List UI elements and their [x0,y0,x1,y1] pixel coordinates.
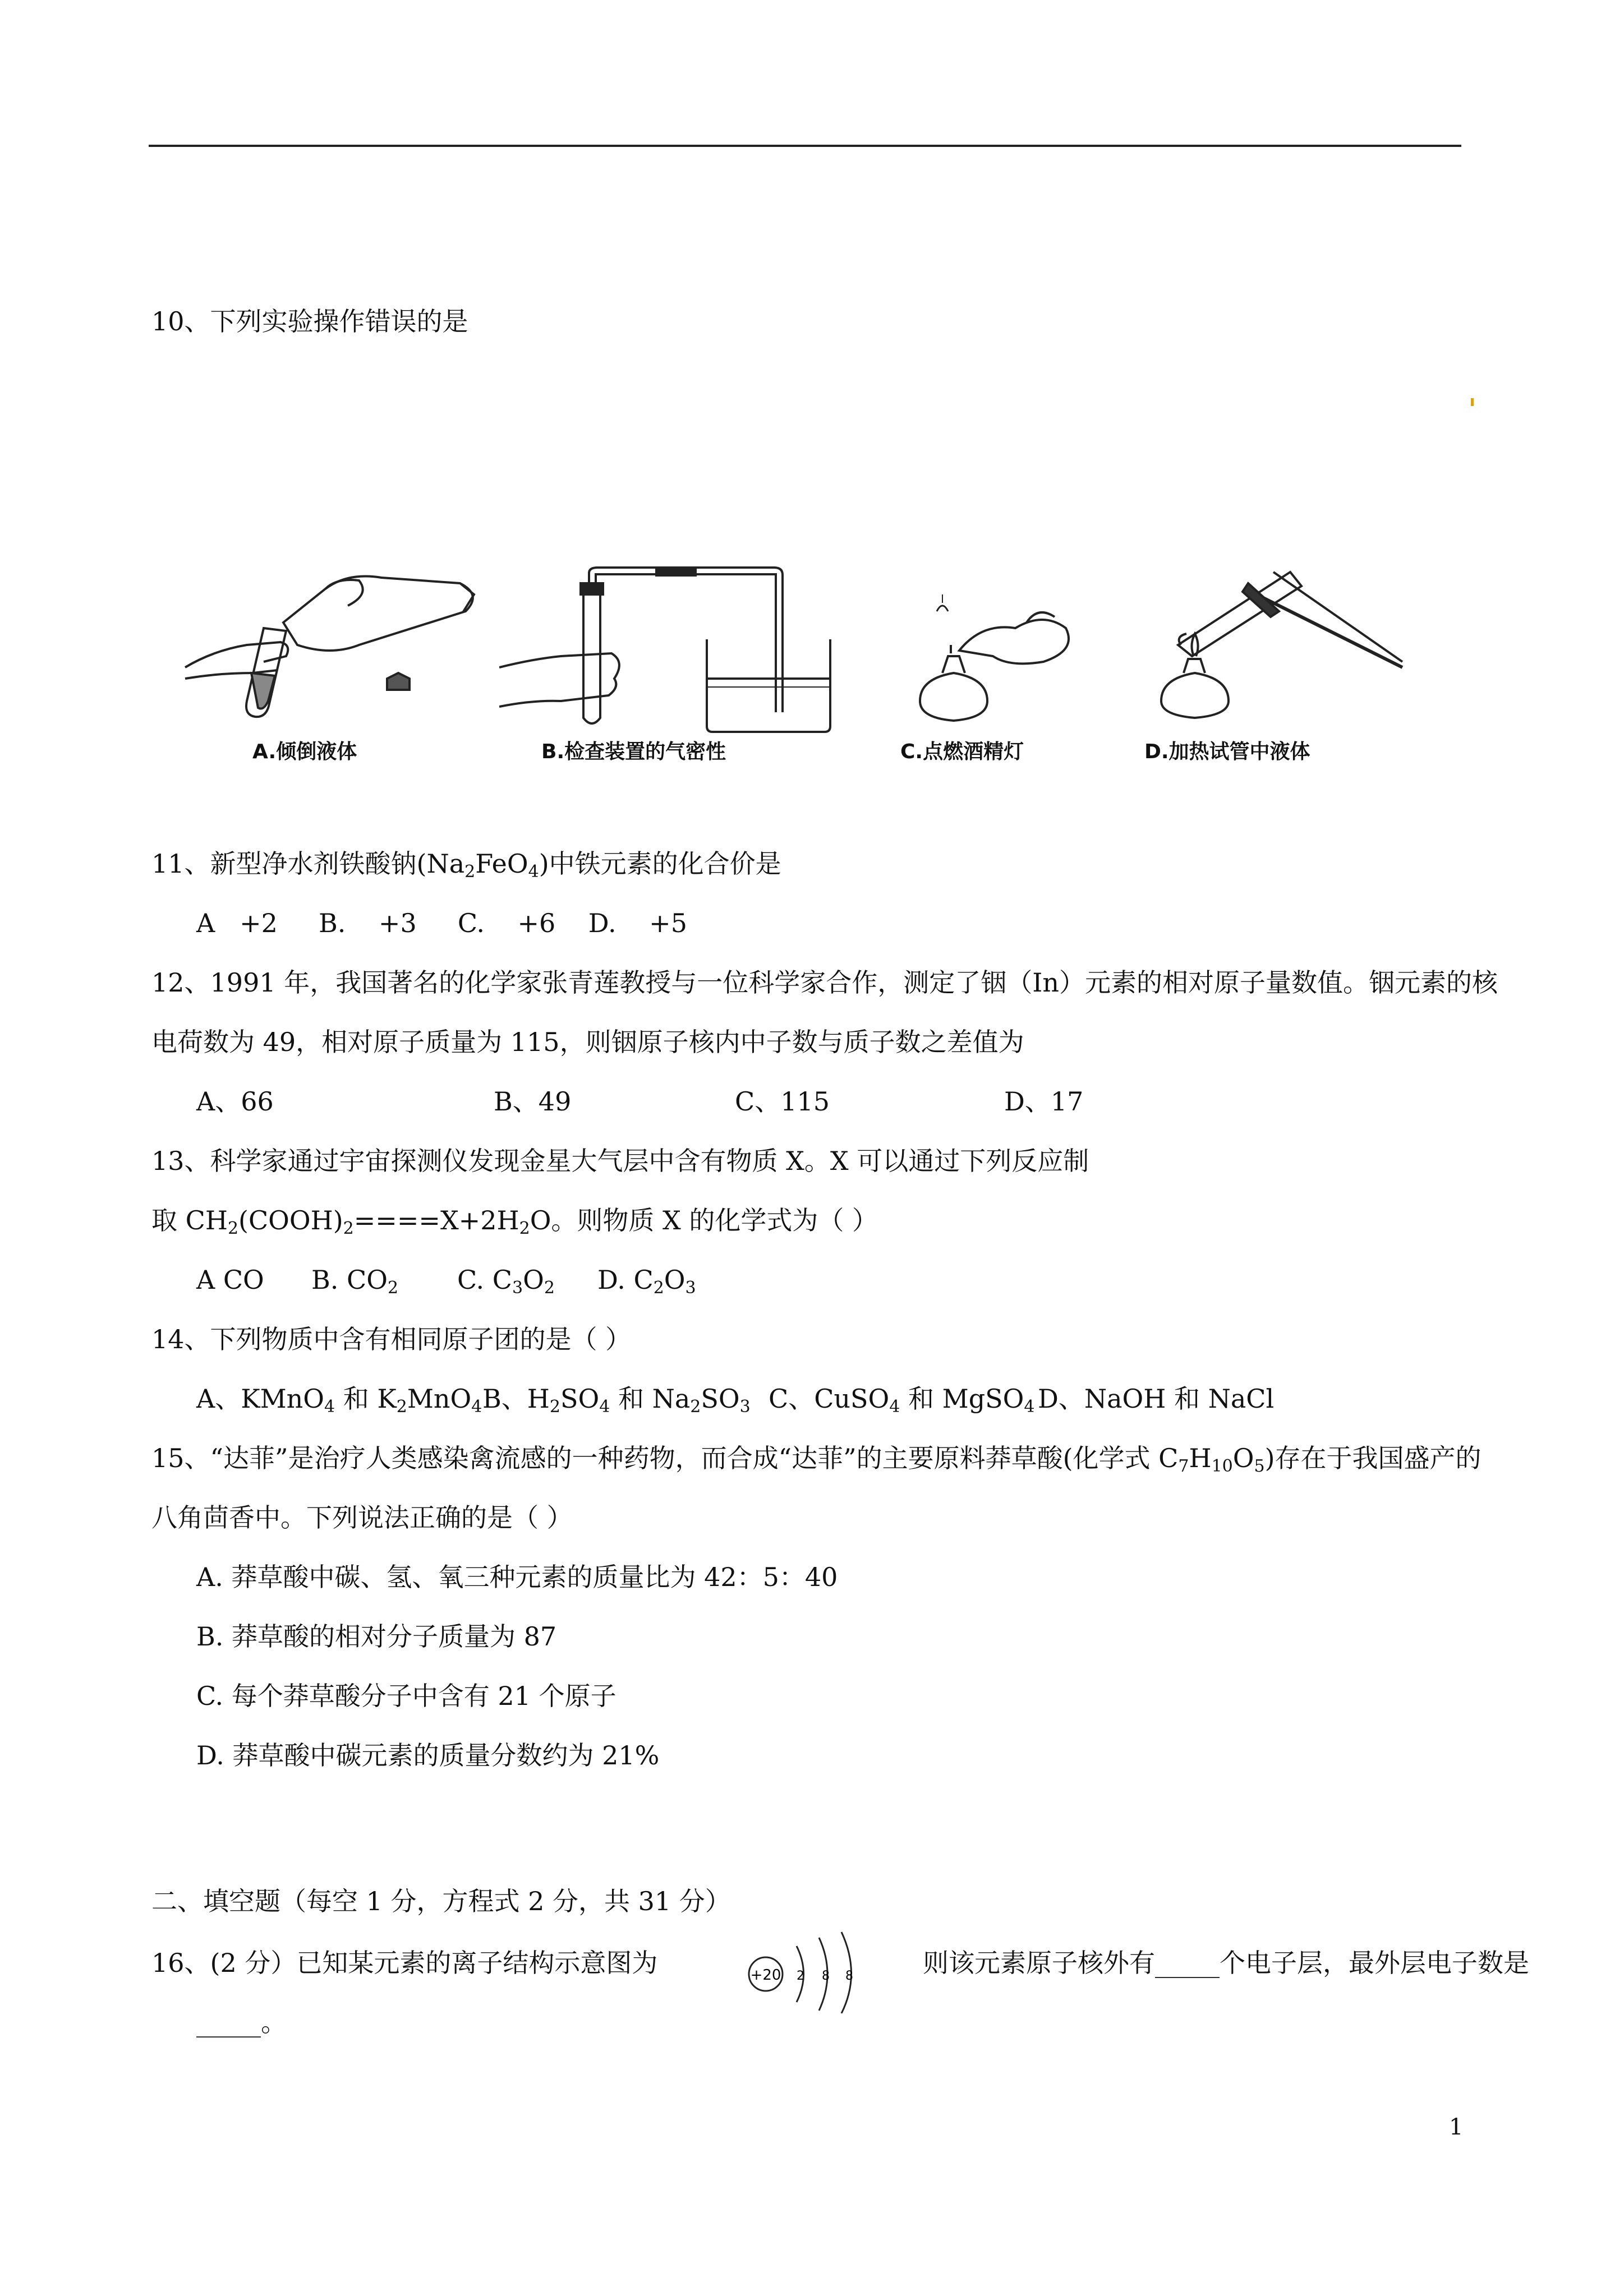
q15-line1: 15、“达菲”是治疗人类感染禽流感的一种药物，而合成“达菲”的主要原料莽草酸(化学式 $C_7H_{10}O_5$)存在于我国盛产的 [151,1443,1482,1476]
q15-line2: 八角茴香中。下列说法正确的是（ ） [151,1502,573,1533]
q15-option-a: A. 莽草酸中碳、氢、氧三种元素的质量比为 42：5：40 [196,1562,838,1592]
q13-option-c: C. $C_3O_2$ [457,1265,555,1298]
q14-stem: 14、下列物质中含有相同原子团的是（ ） [151,1324,632,1354]
caption-c: C.点燃酒精灯 [900,740,1024,763]
section-two-heading: 二、填空题（每空 1 分，方程式 2 分，共 31 分） [151,1886,731,1916]
nucleus-charge: +20 [750,1967,781,1984]
q13-option-a: A CO [196,1265,264,1295]
q12-option-b: B、49 [494,1086,572,1117]
figure-d-heating-liquid [1144,561,1425,729]
figure-a-pouring-liquid [180,561,494,729]
q13-option-b: B. $CO_2$ [311,1265,399,1298]
caption-a: A.倾倒液体 [252,740,357,763]
q15-option-c: C. 每个莽草酸分子中含有 21 个原子 [196,1681,617,1711]
header-rule [149,145,1461,147]
q12-option-a: A、66 [196,1086,274,1117]
q16-left: 16、(2 分）已知某元素的离子结构示意图为 [151,1948,658,1978]
q10-stem: 10、下列实验操作错误的是 [151,306,468,336]
q11-stem: 11、新型净水剂铁酸钠$(Na_2FeO_4)$中铁元素的化合价是 [151,849,781,882]
page-number: 1 [1449,2114,1464,2140]
q12-option-d: D、17 [1004,1086,1084,1117]
q13-line2: 取 $CH_2(COOH)_2====X+2H_2O$。则物质 X 的化学式为（ ） [151,1205,878,1238]
stray-mark [1471,398,1474,406]
ion-structure-diagram [740,1929,881,2013]
q13-line1: 13、科学家通过宇宙探测仪发现金星大气层中含有物质 X。X 可以通过下列反应制 [151,1146,1089,1176]
shell-3-count: 8 [845,1969,853,1983]
figure-c-lighting-lamp [909,589,1099,735]
shell-2-count: 8 [822,1969,830,1983]
q14-option-b: B、$H_2SO_4$ 和 $Na_2SO_3$ [482,1384,751,1417]
q15-option-d: D. 莽草酸中碳元素的质量分数约为 21% [196,1740,660,1771]
q16-line2: _____。 [196,2007,287,2037]
q12-line1: 12、1991 年，我国著名的化学家张青莲教授与一位科学家合作，测定了铟（In）元素的相对原子量数值。铟元素的核 [151,967,1498,998]
q12-line2: 电荷数为 49，相对原子质量为 115，则铟原子核内中子数与质子数之差值为 [151,1027,1024,1057]
q14-option-d: D、NaOH 和 NaCl [1038,1384,1275,1414]
q15-option-b: B. 莽草酸的相对分子质量为 87 [196,1621,557,1652]
shell-1-count: 2 [797,1969,804,1983]
caption-d: D.加热试管中液体 [1144,740,1310,763]
q11-options: A +2 B. +3 C. +6 D. +5 [196,908,687,938]
caption-b: B.检查装置的气密性 [541,740,726,763]
figure-b-airtightness-check [499,566,886,735]
q14-option-c: C、CuSO$_4$ 和 MgSO$_4$ [769,1384,1035,1417]
q16-right: 则该元素原子核外有_____个电子层，最外层电子数是 [923,1948,1529,1978]
q12-option-c: C、115 [735,1086,830,1117]
q13-option-d: D. $C_2O_3$ [597,1265,696,1298]
q14-option-a: A、KMnO$_4$ 和 $K_2MnO_4$ [196,1384,482,1417]
